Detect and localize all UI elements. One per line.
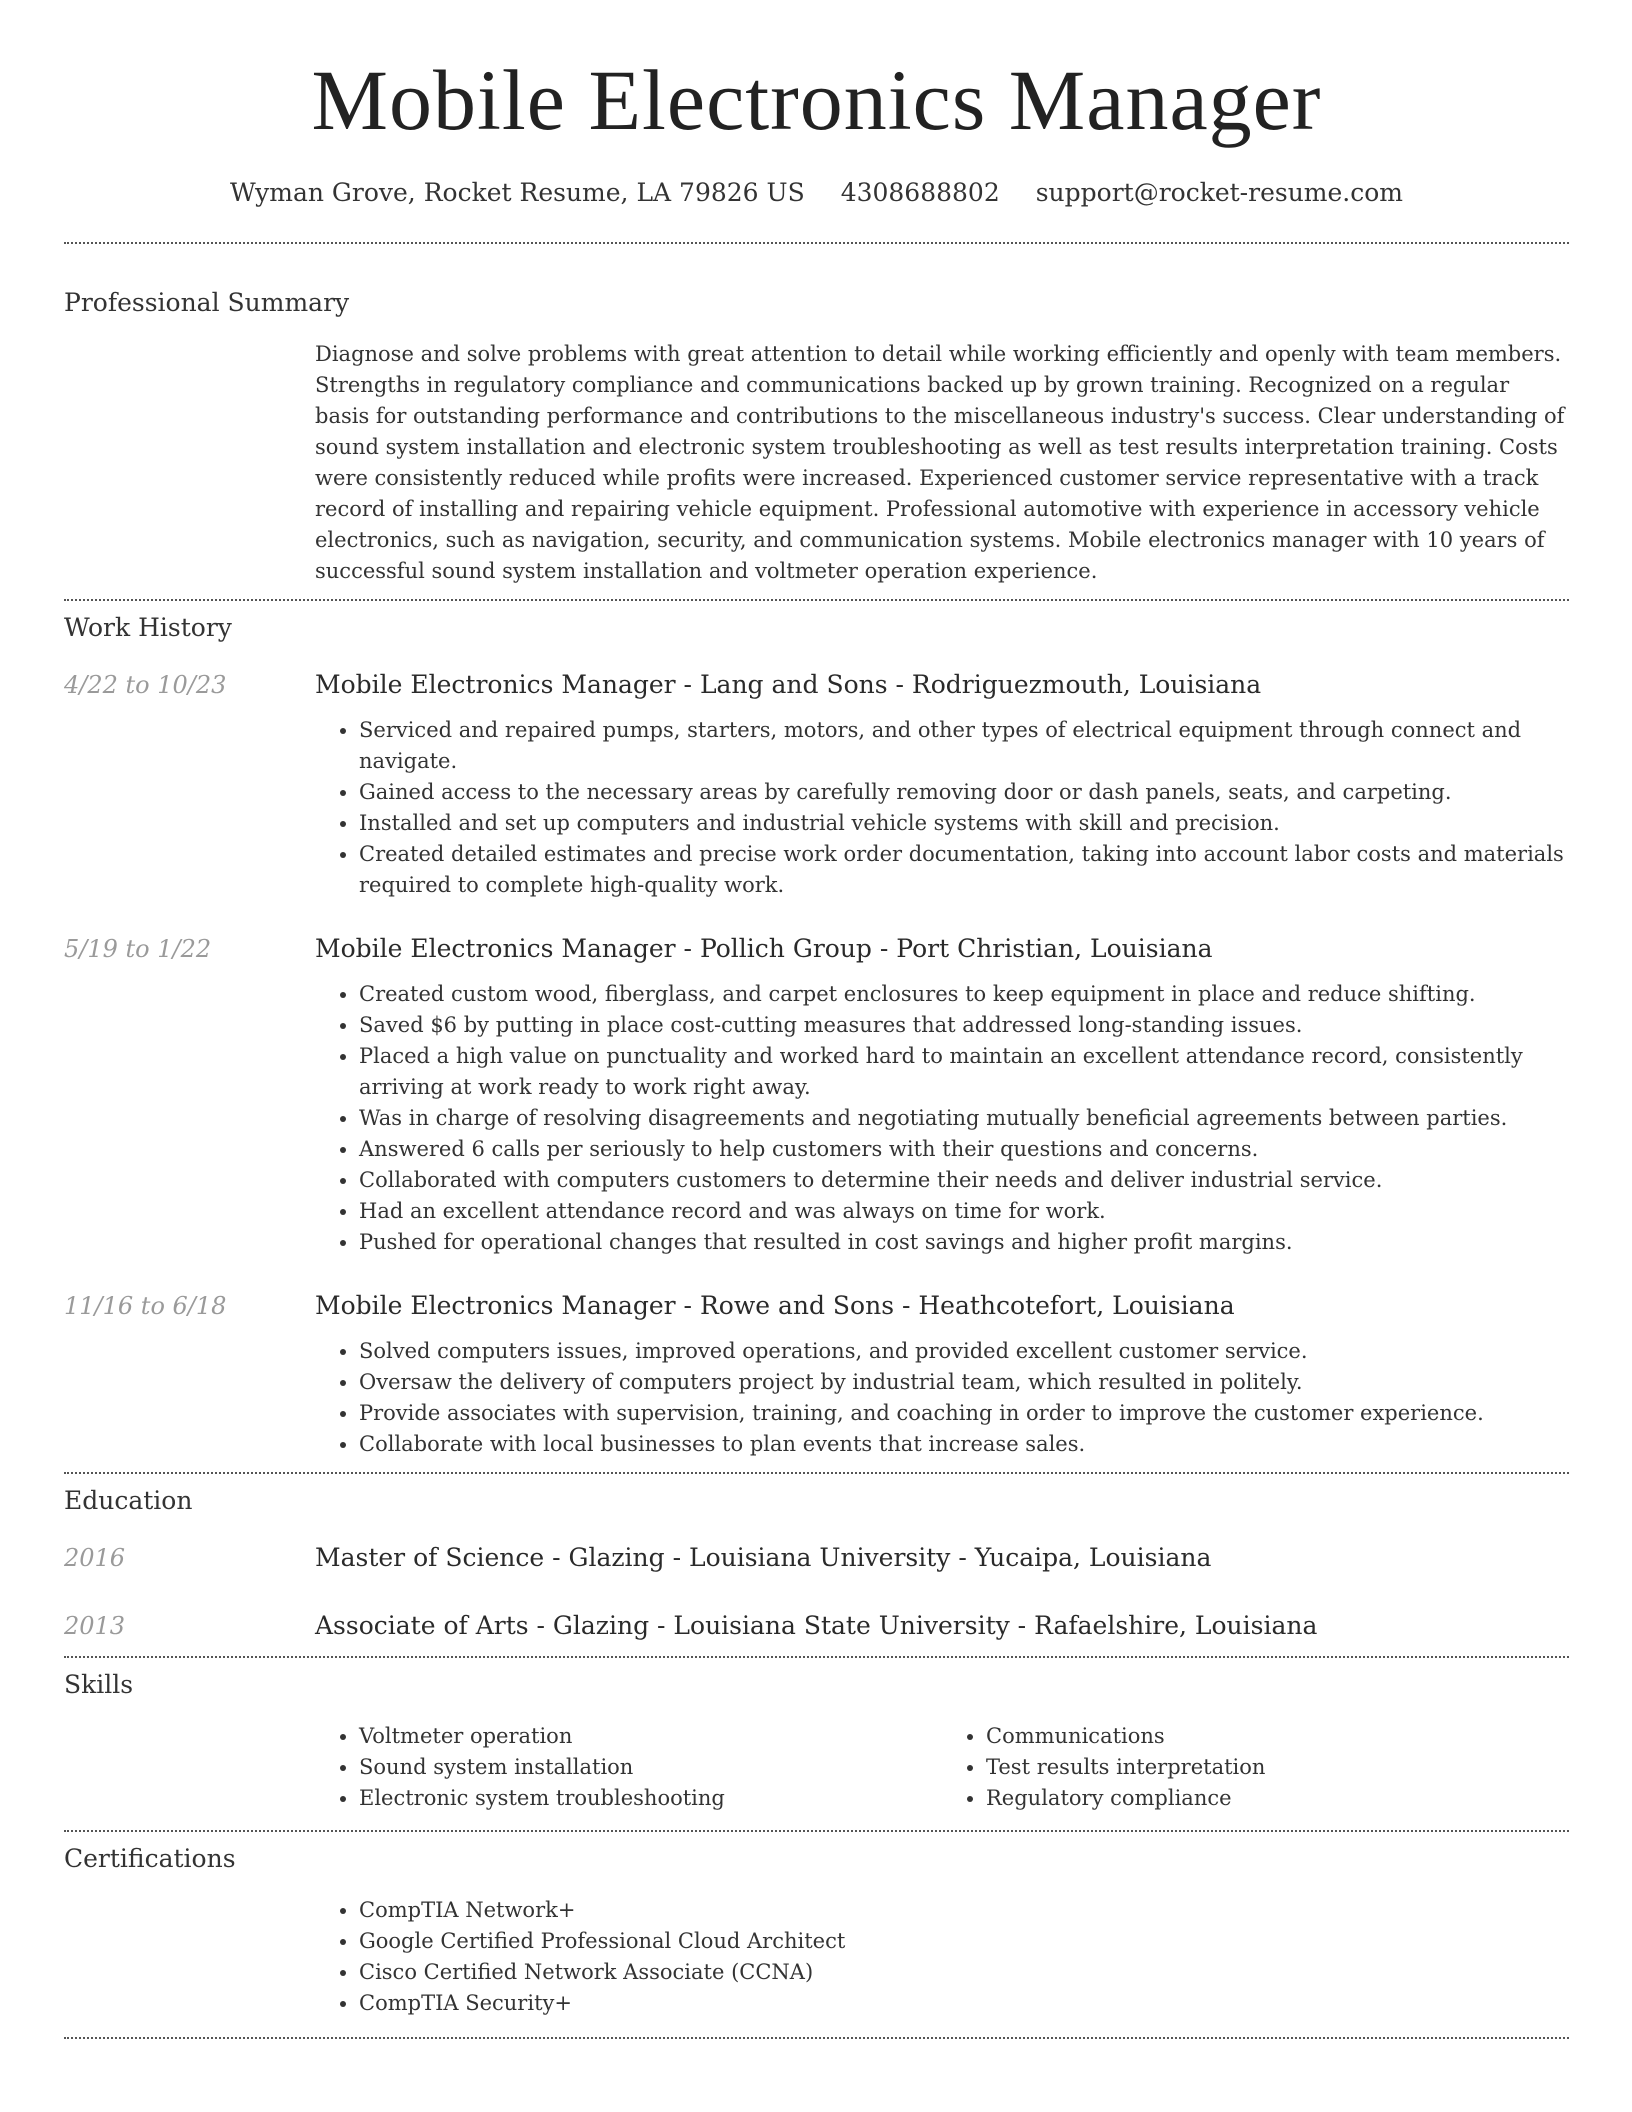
work-history-heading: Work History: [64, 613, 232, 642]
job-dates: 5/19 to 1/22: [64, 935, 212, 963]
job-heading: Mobile Electronics Manager - Pollich Group - Port Christian, Louisiana: [315, 934, 1213, 963]
list-item: • Regulatory compliance: [986, 1783, 1569, 1814]
education-heading: Associate of Arts - Glazing - Louisiana State University - Rafaelshire, Louisiana: [315, 1611, 1318, 1640]
skills-heading: Skills: [64, 1670, 134, 1699]
list-item: • Placed a high value on punctuality and worked hard to maintain an excellent attendance record, consistently arriving at work ready to work right away.: [359, 1041, 1569, 1103]
job-heading: Mobile Electronics Manager - Lang and Sons - Rodriguezmouth, Louisiana: [315, 670, 1262, 699]
contact-address: Wyman Grove, Rocket Resume, LA 79826 US: [229, 178, 805, 207]
list-item: • CompTIA Security+: [359, 1988, 1569, 2019]
list-item: • CompTIA Network+: [359, 1895, 1569, 1926]
education-heading: Education: [64, 1486, 193, 1515]
list-item: • Collaborated with computers customers to determine their needs and deliver industrial service.: [359, 1165, 1569, 1196]
candidate-name: Mobile Electronics Manager: [311, 52, 1322, 148]
education-year: 2016: [64, 1544, 126, 1572]
education-year: 2013: [64, 1612, 126, 1640]
divider: [64, 2037, 1569, 2039]
summary-section: [64, 244, 1569, 587]
job-dates: 4/22 to 10/23: [64, 671, 227, 699]
summary-text: Diagnose and solve problems with great attention to detail while working efficiently and openly with team members. Strengths in regulatory compliance and communications backed up by grown training. Recognized on a regular basis for outstanding performance and contributions to the miscellaneous industry's success. Clear understanding of sound system installation and electronic system troubleshooting as well as test results interpretation training. Costs were consistently reduced while profits were increased. Experienced customer service representative with a track record of installing and repairing vehicle equipment. Professional automotive with experience in accessory vehicle electronics, such as navigation, security, and communication systems. Mobile electronics manager with 10 years of successful sound system installation and voltmeter operation experience.: [315, 342, 1565, 583]
education-entry: [64, 1610, 1569, 1642]
job-dates: 11/16 to 6/18: [64, 1292, 227, 1320]
list-item: • Test results interpretation: [986, 1752, 1569, 1783]
list-item: • Collaborate with local businesses to plan events that increase sales.: [359, 1429, 1569, 1460]
job-bullets: [315, 1336, 1569, 1460]
certifications-list: [315, 1895, 1569, 2019]
contact-phone: 4308688802: [840, 178, 1000, 207]
list-item: • Pushed for operational changes that resulted in cost savings and higher profit margins.: [359, 1227, 1569, 1258]
education-section: [64, 1474, 1569, 1642]
list-item: • Had an excellent attendance record and was always on time for work.: [359, 1196, 1569, 1227]
list-item: • Installed and set up computers and industrial vehicle systems with skill and precision.: [359, 808, 1569, 839]
certifications-heading: Certifications: [64, 1844, 236, 1873]
list-item: • Serviced and repaired pumps, starters, motors, and other types of electrical equipment through connect and navigate.: [359, 715, 1569, 777]
skills-list-left: [315, 1721, 942, 1814]
list-item: • Oversaw the delivery of computers project by industrial team, which resulted in politely.: [359, 1367, 1569, 1398]
contact-email: support@rocket-resume.com: [1035, 178, 1404, 207]
certifications-section: [64, 1832, 1569, 2019]
job-entry: [64, 933, 1569, 1258]
job-entry: [64, 669, 1569, 901]
resume-page: [64, 0, 1569, 2039]
list-item: • Cisco Certified Network Associate (CCNA): [359, 1957, 1569, 1988]
work-history-section: [64, 601, 1569, 1460]
job-heading: Mobile Electronics Manager - Rowe and Sons - Heathcotefort, Louisiana: [315, 1291, 1235, 1320]
list-item: • Google Certified Professional Cloud Architect: [359, 1926, 1569, 1957]
education-heading: Master of Science - Glazing - Louisiana University - Yucaipa, Louisiana: [315, 1543, 1212, 1572]
list-item: • Created detailed estimates and precise work order documentation, taking into account labor costs and materials required to complete high-quality work.: [359, 839, 1569, 901]
list-item: • Saved $6 by putting in place cost-cutting measures that addressed long-standing issues.: [359, 1010, 1569, 1041]
list-item: • Was in charge of resolving disagreements and negotiating mutually beneficial agreements between parties.: [359, 1103, 1569, 1134]
list-item: • Sound system installation: [359, 1752, 942, 1783]
job-bullets: [315, 979, 1569, 1258]
list-item: • Provide associates with supervision, training, and coaching in order to improve the customer experience.: [359, 1398, 1569, 1429]
skills-section: [64, 1658, 1569, 1814]
resume-header: [64, 0, 1569, 208]
list-item: • Created custom wood, fiberglass, and carpet enclosures to keep equipment in place and reduce shifting.: [359, 979, 1569, 1010]
list-item: • Electronic system troubleshooting: [359, 1783, 942, 1814]
list-item: • Solved computers issues, improved operations, and provided excellent customer service.: [359, 1336, 1569, 1367]
list-item: • Gained access to the necessary areas by carefully removing door or dash panels, seats, and carpeting.: [359, 777, 1569, 808]
summary-heading: Professional Summary: [64, 288, 350, 317]
list-item: • Communications: [986, 1721, 1569, 1752]
skills-list-right: [942, 1721, 1569, 1814]
list-item: • Voltmeter operation: [359, 1721, 942, 1752]
list-item: • Answered 6 calls per seriously to help customers with their questions and concerns.: [359, 1134, 1569, 1165]
education-entry: [64, 1542, 1569, 1574]
job-bullets: [315, 715, 1569, 901]
contact-line: [64, 178, 1569, 208]
job-entry: [64, 1290, 1569, 1460]
